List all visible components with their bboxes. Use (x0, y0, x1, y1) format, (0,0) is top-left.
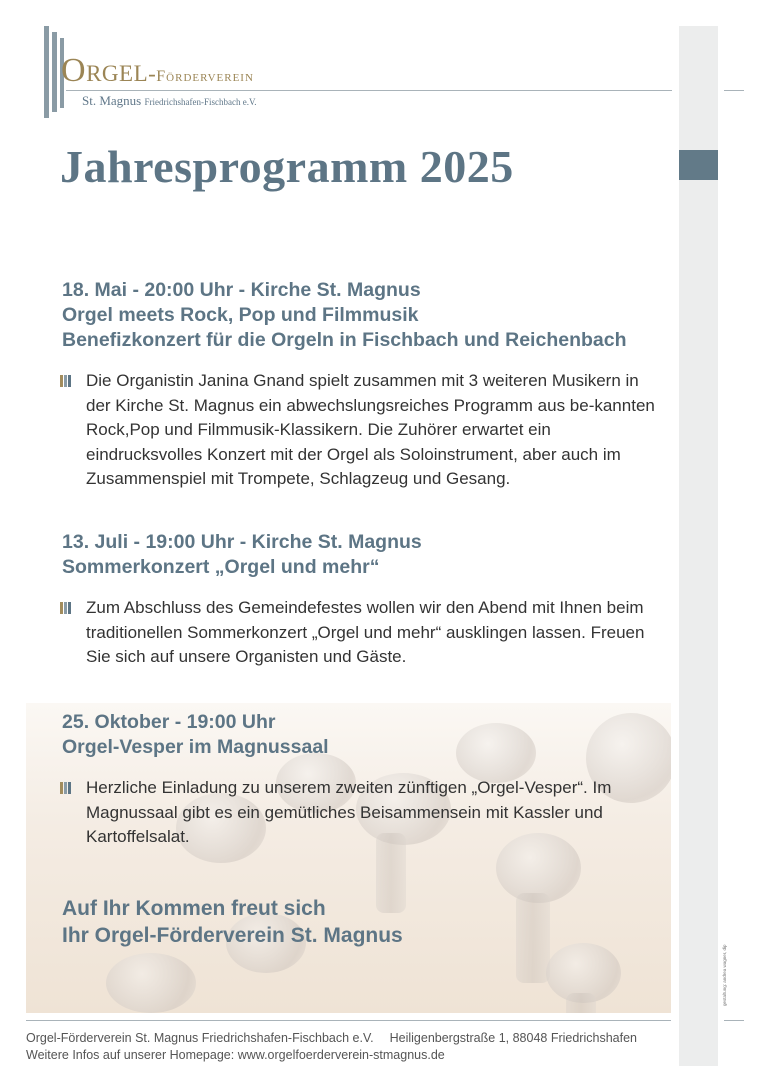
page-title: Jahresprogramm 2025 (60, 141, 514, 192)
closing-line-2: Ihr Orgel-Förderverein St. Magnus (62, 924, 403, 947)
footer-website: Weitere Infos auf unserer Homepage: www.orgelfoerderverein-stmagnus.de (26, 1048, 445, 1062)
event-october (62, 710, 672, 850)
logo-subtitle: St. Magnus Friedrichshafen-Fischbach e.V. (82, 93, 257, 108)
event-date-line: 13. Juli - 19:00 Uhr - Kirche St. Magnus (62, 531, 422, 553)
side-divider-top (724, 90, 744, 91)
event-description: Herzliche Einladung zu unserem zweiten zünftigen „Orgel-Vesper“. Im Magnussaal gibt es ein gemütliches Beisammensein mit Kassler und Kartoffelsalat. (62, 776, 676, 850)
event-date-line: 18. Mai - 20:00 Uhr - Kirche St. Magnus (62, 279, 421, 301)
footer-organization: Orgel-Förderverein St. Magnus Friedrichshafen-Fischbach e.V. (26, 1031, 374, 1045)
event-date-line: 25. Oktober - 19:00 Uhr (62, 711, 276, 733)
side-strip (679, 26, 718, 1066)
footer-rule (26, 1020, 671, 1021)
closing-greeting (62, 895, 403, 949)
logo-wordmark: ORGEL-Förderverein (61, 52, 254, 89)
event-title-line: Sommerkonzert „Orgel und mehr“ (62, 556, 380, 578)
event-july (62, 530, 672, 670)
bullet-icon (60, 782, 74, 794)
design-credit: gestaltung: andrea wagner, dip (722, 944, 727, 1006)
bullet-icon (60, 375, 74, 387)
event-description: Die Organistin Janina Gnand spielt zusammen mit 3 weiteren Musikern in der Kirche St. Magnus ein abwechslungsreiches Programm aus be-kannten Rock,Pop und Filmmusik-Klassikern. Die Zuhörer erwartet ein eindrucksvolles Konzert mit der Orgel als Soloinstrument, aber auch im Zusammenspiel mit Trompete, Schlagzeug und Gesang. (62, 369, 666, 492)
side-tab-marker (679, 150, 718, 180)
event-title-line: Orgel meets Rock, Pop und Filmmusik (62, 304, 419, 326)
event-description: Zum Abschluss des Gemeindefestes wollen wir den Abend mit Ihnen beim traditionellen Sommerkonzert „Orgel und mehr“ ausklingen lassen. Freuen Sie sich auf unsere Organisten und Gäste. (62, 596, 646, 670)
closing-line-1: Auf Ihr Kommen freut sich (62, 897, 326, 920)
footer (26, 1030, 637, 1064)
event-may (62, 278, 672, 492)
event-subtitle-line: Benefizkonzert für die Orgeln in Fischbach und Reichenbach (62, 329, 627, 351)
side-divider-bottom (724, 1020, 744, 1021)
header-rule (66, 90, 672, 91)
footer-address: Heiligenbergstraße 1, 88048 Friedrichshafen (389, 1031, 637, 1045)
bullet-icon (60, 602, 74, 614)
event-title-line: Orgel-Vesper im Magnussaal (62, 736, 329, 758)
